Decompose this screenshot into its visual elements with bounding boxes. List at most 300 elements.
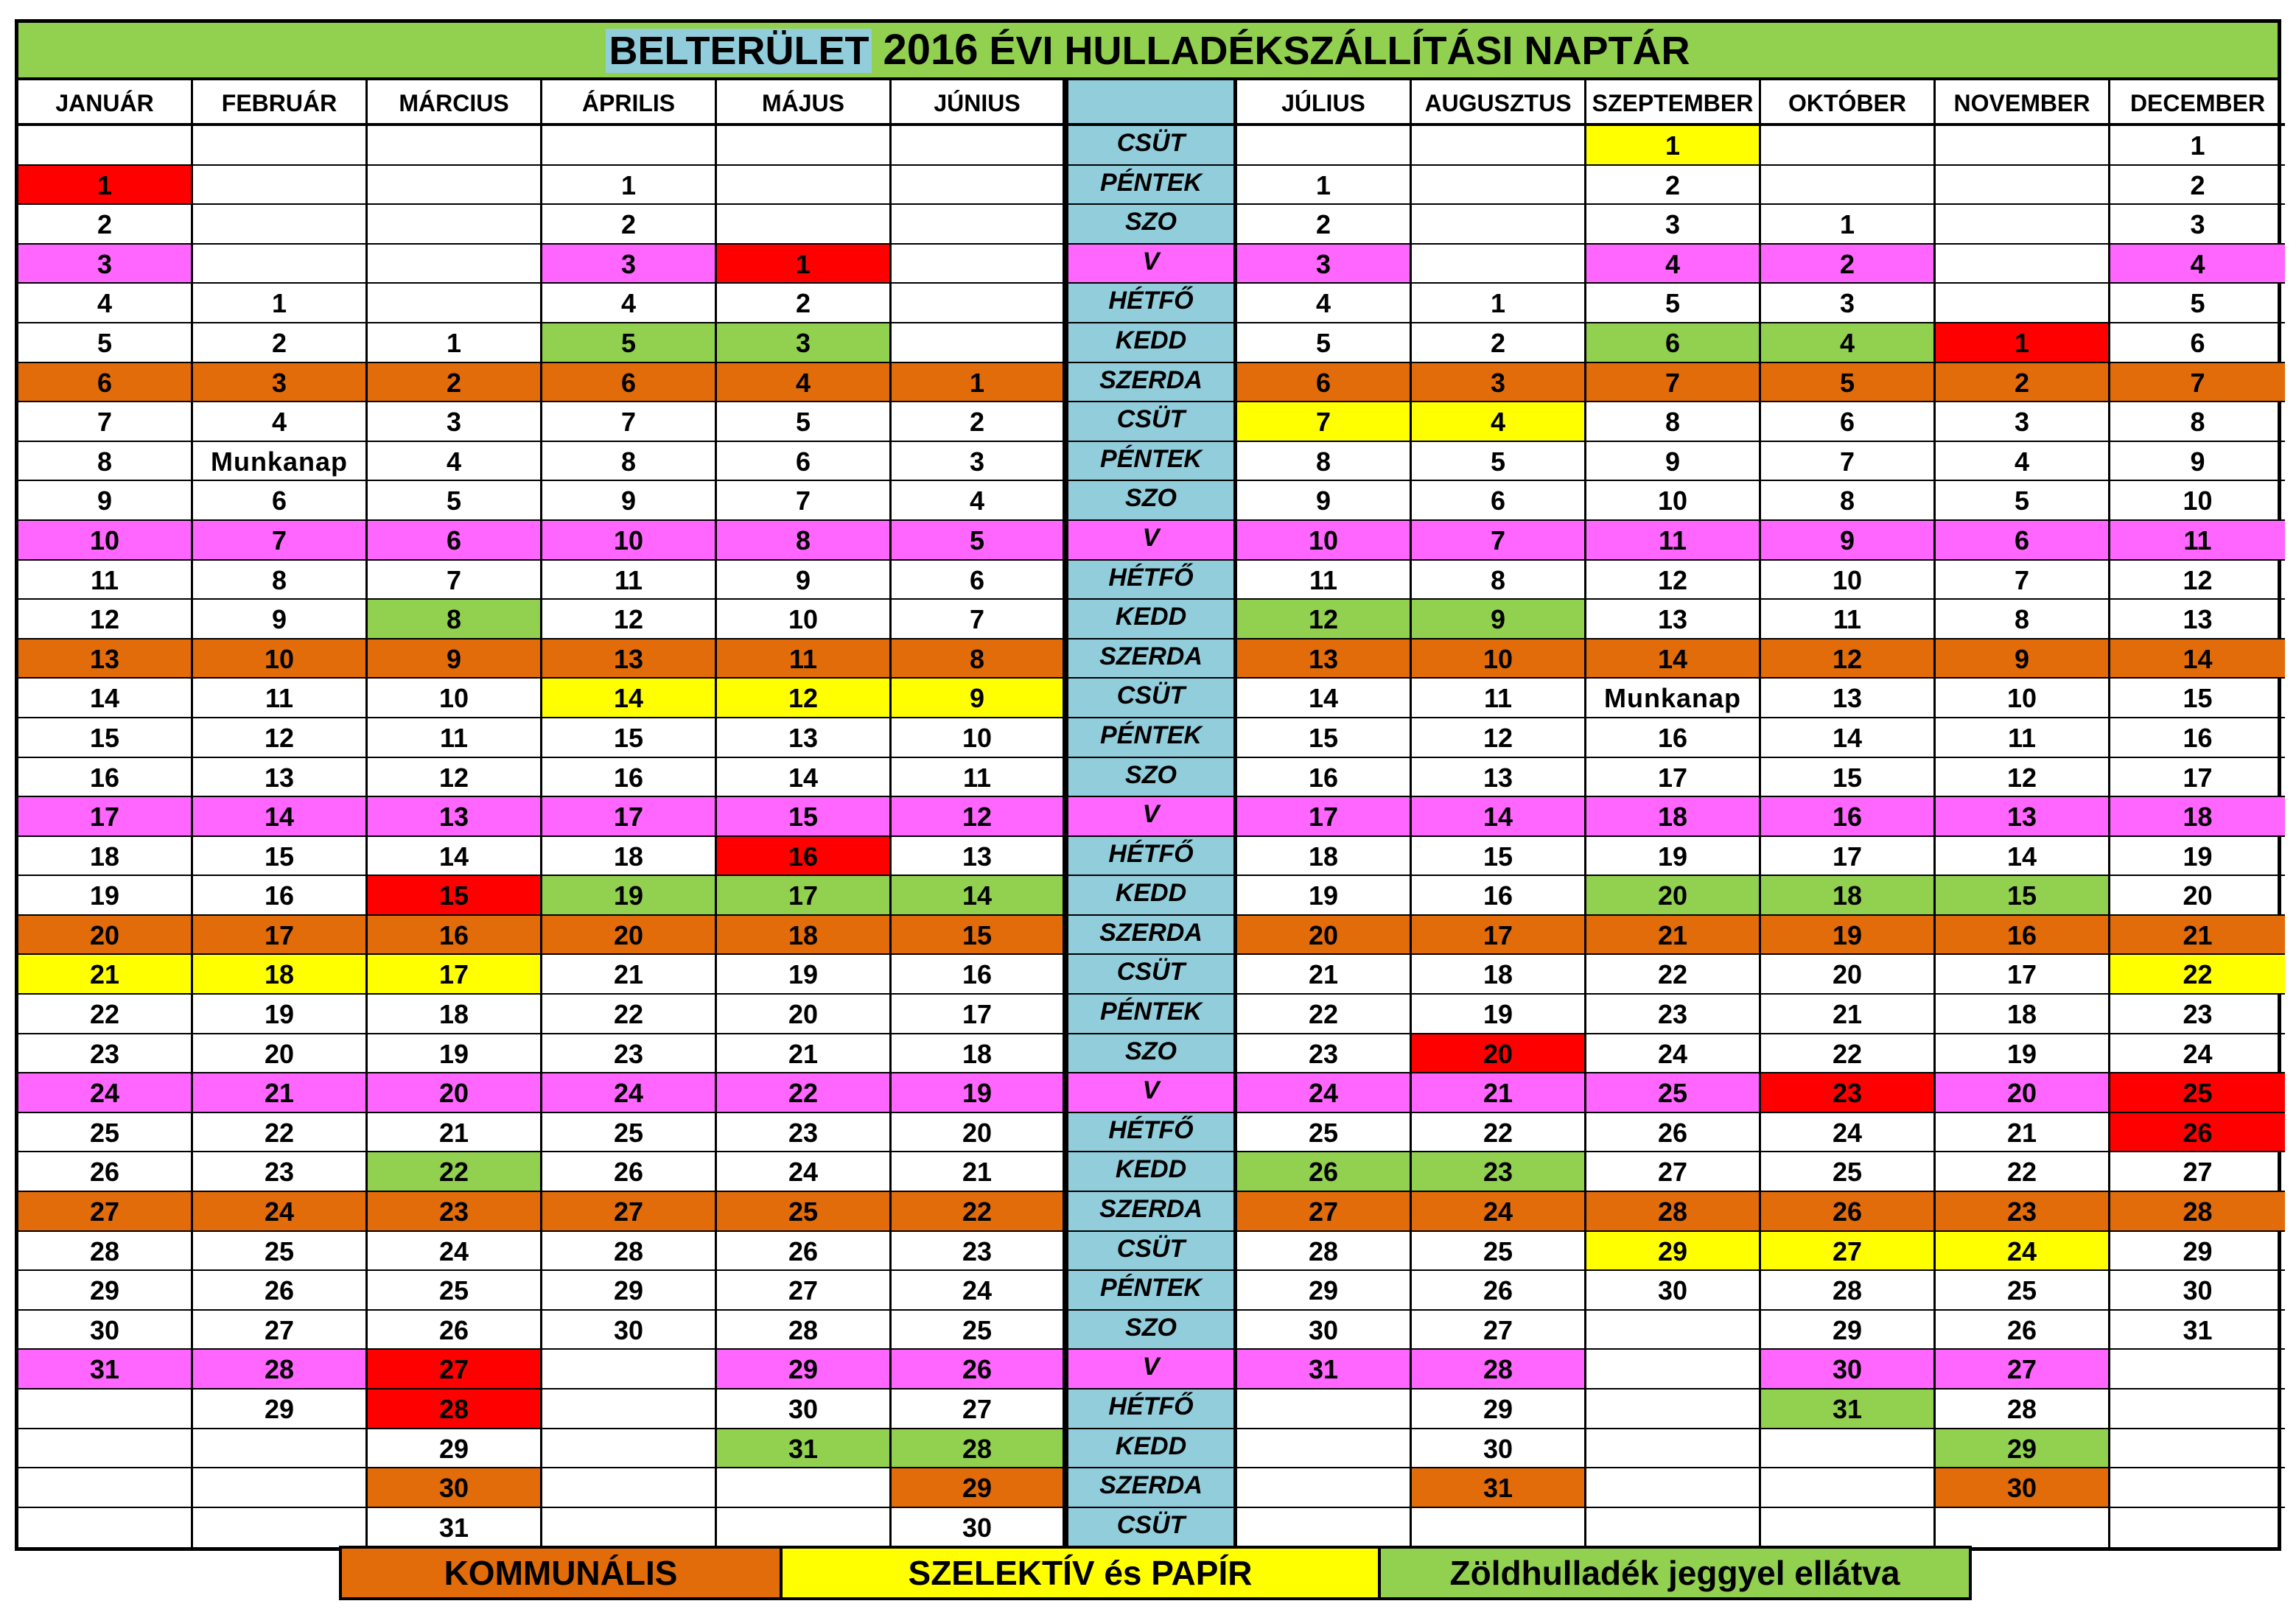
day-cell: 19 [18, 876, 193, 916]
day-cell: 24 [542, 1073, 717, 1113]
day-cell: 31 [1237, 1350, 1412, 1390]
day-cell: 21 [1237, 955, 1412, 995]
day-cell: 15 [1412, 837, 1586, 877]
day-cell: 1 [1936, 323, 2110, 363]
day-cell: 4 [717, 363, 892, 403]
day-cell: 29 [193, 1390, 368, 1429]
day-cell: 14 [368, 837, 542, 877]
day-cell: 16 [368, 916, 542, 956]
day-cell: 26 [892, 1350, 1066, 1390]
day-cell [1586, 1468, 1761, 1508]
day-cell [193, 205, 368, 245]
day-cell: 26 [1936, 1311, 2110, 1350]
day-cell: 24 [1761, 1113, 1936, 1153]
day-cell [193, 166, 368, 206]
day-cell: 20 [1237, 916, 1412, 956]
day-cell [1237, 1390, 1412, 1429]
weekday-label: SZERDA [1066, 363, 1237, 403]
day-cell: 24 [368, 1232, 542, 1272]
month-header: AUGUSZTUS [1412, 80, 1586, 126]
day-cell: 20 [2110, 876, 2285, 916]
day-cell: 11 [1586, 521, 1761, 561]
day-cell: 25 [717, 1192, 892, 1232]
day-cell: 28 [717, 1311, 892, 1350]
day-cell: 29 [892, 1468, 1066, 1508]
day-cell: 12 [193, 718, 368, 758]
day-cell: 7 [1237, 402, 1412, 442]
day-cell: 29 [1761, 1311, 1936, 1350]
day-cell: 18 [892, 1034, 1066, 1074]
day-cell: 20 [892, 1113, 1066, 1153]
day-cell: 28 [193, 1350, 368, 1390]
weekday-label: PÉNTEK [1066, 718, 1237, 758]
day-cell: 12 [1412, 718, 1586, 758]
day-cell: 18 [1237, 837, 1412, 877]
weekday-label: PÉNTEK [1066, 442, 1237, 482]
day-cell [542, 1350, 717, 1390]
day-cell: 28 [2110, 1192, 2285, 1232]
day-cell: 26 [368, 1311, 542, 1350]
day-cell: 4 [193, 402, 368, 442]
weekday-label: KEDD [1066, 876, 1237, 916]
day-cell: 12 [2110, 561, 2285, 600]
day-cell [1412, 166, 1586, 206]
day-cell: 5 [1412, 442, 1586, 482]
month-header: ÁPRILIS [542, 80, 717, 126]
day-cell: 15 [1237, 718, 1412, 758]
day-cell: 21 [1586, 916, 1761, 956]
day-cell: 22 [892, 1192, 1066, 1232]
day-cell: 18 [368, 995, 542, 1034]
month-header: JÚNIUS [892, 80, 1066, 126]
day-cell: 8 [1237, 442, 1412, 482]
day-cell: 17 [193, 916, 368, 956]
day-cell: 11 [1237, 561, 1412, 600]
day-cell: 23 [1936, 1192, 2110, 1232]
day-cell: 23 [1412, 1152, 1586, 1192]
day-cell: 3 [368, 402, 542, 442]
day-cell: 30 [717, 1390, 892, 1429]
day-cell: 12 [18, 600, 193, 639]
day-cell: 22 [717, 1073, 892, 1113]
day-cell: 6 [717, 442, 892, 482]
day-cell: 6 [542, 363, 717, 403]
day-cell: 22 [368, 1152, 542, 1192]
day-cell: 14 [542, 679, 717, 718]
day-cell: 28 [1936, 1390, 2110, 1429]
day-cell [1586, 1350, 1761, 1390]
day-cell [2110, 1508, 2285, 1548]
day-cell: 23 [368, 1192, 542, 1232]
day-cell [1936, 205, 2110, 245]
day-cell: 13 [193, 758, 368, 798]
day-cell: 21 [193, 1073, 368, 1113]
day-cell: 17 [1237, 797, 1412, 837]
day-cell: 7 [2110, 363, 2285, 403]
day-cell: 1 [1586, 126, 1761, 166]
day-cell [1586, 1429, 1761, 1469]
day-cell: 11 [542, 561, 717, 600]
day-cell: 23 [892, 1232, 1066, 1272]
day-cell: 2 [892, 402, 1066, 442]
day-cell: 8 [892, 639, 1066, 679]
day-cell: 9 [717, 561, 892, 600]
day-cell: 30 [1586, 1271, 1761, 1311]
day-cell: 7 [18, 402, 193, 442]
day-cell: 26 [1761, 1192, 1936, 1232]
day-cell: 19 [1761, 916, 1936, 956]
day-cell: 21 [2110, 916, 2285, 956]
day-cell: 9 [1936, 639, 2110, 679]
day-cell: 1 [1237, 166, 1412, 206]
day-cell [1237, 1508, 1412, 1548]
day-cell: 5 [892, 521, 1066, 561]
day-cell [18, 126, 193, 166]
day-cell: 31 [368, 1508, 542, 1548]
day-cell: 16 [2110, 718, 2285, 758]
workday-note: Munkanap [193, 442, 368, 482]
title-area: BELTERÜLET [606, 29, 872, 73]
day-cell: 28 [368, 1390, 542, 1429]
weekday-label: SZERDA [1066, 916, 1237, 956]
day-cell [1761, 126, 1936, 166]
day-cell: 30 [1237, 1311, 1412, 1350]
day-cell [542, 1508, 717, 1548]
day-cell: 7 [1586, 363, 1761, 403]
day-cell [193, 1468, 368, 1508]
day-cell [892, 245, 1066, 284]
day-cell: 26 [542, 1152, 717, 1192]
weekday-label: SZO [1066, 205, 1237, 245]
day-cell: 28 [542, 1232, 717, 1272]
day-cell [1761, 1468, 1936, 1508]
day-cell: 30 [2110, 1271, 2285, 1311]
day-cell: 17 [1412, 916, 1586, 956]
day-cell: 26 [2110, 1113, 2285, 1153]
day-cell: 24 [18, 1073, 193, 1113]
day-cell: 25 [368, 1271, 542, 1311]
day-cell: 31 [2110, 1311, 2285, 1350]
day-cell: 17 [1936, 955, 2110, 995]
day-cell: 21 [1761, 995, 1936, 1034]
weekday-label: V [1066, 1073, 1237, 1113]
day-cell: 11 [1936, 718, 2110, 758]
day-cell: 16 [1761, 797, 1936, 837]
day-cell [1936, 126, 2110, 166]
day-cell: 2 [193, 323, 368, 363]
day-cell: 20 [1936, 1073, 2110, 1113]
day-cell: 10 [1936, 679, 2110, 718]
day-cell: 18 [542, 837, 717, 877]
day-cell: 19 [892, 1073, 1066, 1113]
day-cell: 17 [1761, 837, 1936, 877]
day-cell: 23 [717, 1113, 892, 1153]
day-cell: 19 [717, 955, 892, 995]
day-cell: 10 [18, 521, 193, 561]
day-cell [1586, 1508, 1761, 1548]
day-cell [1237, 1429, 1412, 1469]
day-cell: 23 [542, 1034, 717, 1074]
day-cell: 11 [18, 561, 193, 600]
day-cell: 5 [717, 402, 892, 442]
weekday-label: V [1066, 797, 1237, 837]
day-cell: 29 [1237, 1271, 1412, 1311]
weekday-label: SZO [1066, 1311, 1237, 1350]
day-cell: 29 [542, 1271, 717, 1311]
day-cell: 24 [1237, 1073, 1412, 1113]
day-cell [2110, 1468, 2285, 1508]
day-cell: 17 [1586, 758, 1761, 798]
day-cell: 24 [1586, 1034, 1761, 1074]
day-cell: 25 [1761, 1152, 1936, 1192]
day-cell: 21 [368, 1113, 542, 1153]
day-cell: 10 [542, 521, 717, 561]
day-cell: 26 [1237, 1152, 1412, 1192]
weekday-label: KEDD [1066, 1152, 1237, 1192]
day-cell: 1 [1412, 284, 1586, 323]
day-cell: 14 [1936, 837, 2110, 877]
day-cell: 28 [1586, 1192, 1761, 1232]
day-cell: 30 [1412, 1429, 1586, 1469]
day-cell: 8 [1586, 402, 1761, 442]
day-cell: 4 [18, 284, 193, 323]
day-cell [193, 1429, 368, 1469]
day-cell: 13 [18, 639, 193, 679]
day-cell: 17 [717, 876, 892, 916]
day-cell: 14 [717, 758, 892, 798]
day-cell [1237, 126, 1412, 166]
day-cell: 7 [892, 600, 1066, 639]
day-cell: 7 [717, 481, 892, 521]
day-cell: 20 [717, 995, 892, 1034]
day-cell [542, 1468, 717, 1508]
day-cell: 3 [1586, 205, 1761, 245]
day-cell: 7 [542, 402, 717, 442]
day-cell: 2 [1586, 166, 1761, 206]
day-cell: 17 [18, 797, 193, 837]
day-cell: 31 [18, 1350, 193, 1390]
day-cell: 18 [193, 955, 368, 995]
weekday-label: SZO [1066, 481, 1237, 521]
day-cell [1412, 126, 1586, 166]
day-cell: 9 [193, 600, 368, 639]
day-cell: 14 [1761, 718, 1936, 758]
day-cell: 14 [1237, 679, 1412, 718]
day-cell: 2 [1412, 323, 1586, 363]
day-cell: 30 [18, 1311, 193, 1350]
day-cell: 14 [892, 876, 1066, 916]
day-cell [1412, 1508, 1586, 1548]
day-cell: 22 [1936, 1152, 2110, 1192]
day-cell: 25 [193, 1232, 368, 1272]
day-cell: 4 [1761, 323, 1936, 363]
day-cell: 5 [1237, 323, 1412, 363]
day-cell: 9 [18, 481, 193, 521]
day-cell: 17 [2110, 758, 2285, 798]
day-cell: 13 [542, 639, 717, 679]
day-cell: 11 [193, 679, 368, 718]
day-cell: 10 [2110, 481, 2285, 521]
weekday-label: CSÜT [1066, 955, 1237, 995]
day-cell: 27 [1412, 1311, 1586, 1350]
day-cell: 11 [1412, 679, 1586, 718]
day-cell: 16 [717, 837, 892, 877]
day-cell: 10 [1761, 561, 1936, 600]
day-cell: 30 [892, 1508, 1066, 1548]
weekday-label: V [1066, 1350, 1237, 1390]
day-cell: 7 [193, 521, 368, 561]
day-cell [1936, 245, 2110, 284]
month-header: MÁRCIUS [368, 80, 542, 126]
day-cell: 24 [717, 1152, 892, 1192]
day-cell: 26 [1412, 1271, 1586, 1311]
day-cell: 29 [368, 1429, 542, 1469]
weekday-label: KEDD [1066, 323, 1237, 363]
day-cell: 28 [1761, 1271, 1936, 1311]
day-cell: 15 [18, 718, 193, 758]
weekday-label: SZERDA [1066, 639, 1237, 679]
day-cell: 13 [1412, 758, 1586, 798]
day-cell: 21 [1412, 1073, 1586, 1113]
day-cell: 8 [1412, 561, 1586, 600]
day-cell [1586, 1390, 1761, 1429]
day-cell: 21 [717, 1034, 892, 1074]
day-cell: 11 [1761, 600, 1936, 639]
day-cell: 18 [1586, 797, 1761, 837]
day-cell: 4 [2110, 245, 2285, 284]
legend-szelektiv: SZELEKTÍV és PAPÍR [780, 1549, 1378, 1597]
day-cell [892, 284, 1066, 323]
day-cell [717, 205, 892, 245]
day-cell: 8 [18, 442, 193, 482]
day-cell [1412, 205, 1586, 245]
day-cell: 15 [892, 916, 1066, 956]
day-cell: 11 [892, 758, 1066, 798]
day-cell: 25 [542, 1113, 717, 1153]
weekday-label: PÉNTEK [1066, 995, 1237, 1034]
day-cell: 30 [368, 1468, 542, 1508]
day-cell: 10 [717, 600, 892, 639]
day-cell: 27 [1586, 1152, 1761, 1192]
day-cell: 24 [1412, 1192, 1586, 1232]
day-cell [1761, 166, 1936, 206]
day-cell: 3 [1761, 284, 1936, 323]
day-cell: 7 [1761, 442, 1936, 482]
day-cell: 2 [368, 363, 542, 403]
weekday-label: HÉTFŐ [1066, 1113, 1237, 1153]
weekday-label: V [1066, 245, 1237, 284]
day-cell: 27 [2110, 1152, 2285, 1192]
weekday-label: CSÜT [1066, 679, 1237, 718]
day-cell: 20 [18, 916, 193, 956]
day-cell: 8 [717, 521, 892, 561]
day-cell: 29 [1586, 1232, 1761, 1272]
day-cell: 13 [1936, 797, 2110, 837]
legend [339, 1546, 1972, 1600]
day-cell: 24 [1936, 1232, 2110, 1272]
day-cell [1586, 1311, 1761, 1350]
day-cell: 6 [1936, 521, 2110, 561]
day-cell: 20 [193, 1034, 368, 1074]
day-cell: 22 [193, 1113, 368, 1153]
day-cell: 14 [193, 797, 368, 837]
day-cell: 23 [1761, 1073, 1936, 1113]
day-cell: 21 [1936, 1113, 2110, 1153]
weekday-label: CSÜT [1066, 1508, 1237, 1548]
day-cell: 3 [1237, 245, 1412, 284]
day-cell: 16 [542, 758, 717, 798]
day-cell: 18 [1936, 995, 2110, 1034]
day-cell: 3 [717, 323, 892, 363]
day-cell: 13 [2110, 600, 2285, 639]
day-cell: 16 [193, 876, 368, 916]
day-cell [18, 1508, 193, 1548]
calendar-title [18, 23, 2278, 80]
day-cell: 19 [368, 1034, 542, 1074]
day-cell: 23 [193, 1152, 368, 1192]
day-cell: 26 [1586, 1113, 1761, 1153]
day-cell [368, 245, 542, 284]
calendar-table [15, 19, 2281, 1551]
day-cell: 9 [2110, 442, 2285, 482]
day-cell: 8 [542, 442, 717, 482]
day-cell: 13 [1237, 639, 1412, 679]
day-cell: 1 [193, 284, 368, 323]
day-cell: 30 [1761, 1350, 1936, 1390]
day-cell [892, 166, 1066, 206]
day-cell: 16 [1412, 876, 1586, 916]
day-cell: 19 [1586, 837, 1761, 877]
day-cell: 1 [18, 166, 193, 206]
day-cell: 18 [2110, 797, 2285, 837]
day-cell: 21 [18, 955, 193, 995]
day-cell: 6 [1761, 402, 1936, 442]
day-cell [717, 166, 892, 206]
day-cell: 18 [717, 916, 892, 956]
day-cell: 25 [1237, 1113, 1412, 1153]
weekday-label: CSÜT [1066, 402, 1237, 442]
day-cell: 11 [717, 639, 892, 679]
day-cell [193, 245, 368, 284]
day-cell: 20 [1412, 1034, 1586, 1074]
day-cell: 29 [717, 1350, 892, 1390]
day-cell: 5 [368, 481, 542, 521]
day-cell: 3 [193, 363, 368, 403]
day-cell: 31 [1761, 1390, 1936, 1429]
day-cell: 19 [1412, 995, 1586, 1034]
day-cell: 4 [1936, 442, 2110, 482]
day-cell [193, 126, 368, 166]
day-cell [717, 126, 892, 166]
month-header: JÚLIUS [1237, 80, 1412, 126]
day-cell [1761, 1508, 1936, 1548]
day-cell: 9 [1586, 442, 1761, 482]
day-cell: 2 [2110, 166, 2285, 206]
day-cell: 19 [1936, 1034, 2110, 1074]
day-cell [2110, 1429, 2285, 1469]
day-cell: 10 [1412, 639, 1586, 679]
day-cell: 15 [193, 837, 368, 877]
day-cell: 13 [1586, 600, 1761, 639]
day-cell: 12 [368, 758, 542, 798]
day-cell: 9 [368, 639, 542, 679]
day-cell: 16 [18, 758, 193, 798]
day-cell: 27 [18, 1192, 193, 1232]
day-cell: 2 [542, 205, 717, 245]
day-cell: 31 [1412, 1468, 1586, 1508]
day-cell: 5 [1936, 481, 2110, 521]
day-cell [368, 126, 542, 166]
